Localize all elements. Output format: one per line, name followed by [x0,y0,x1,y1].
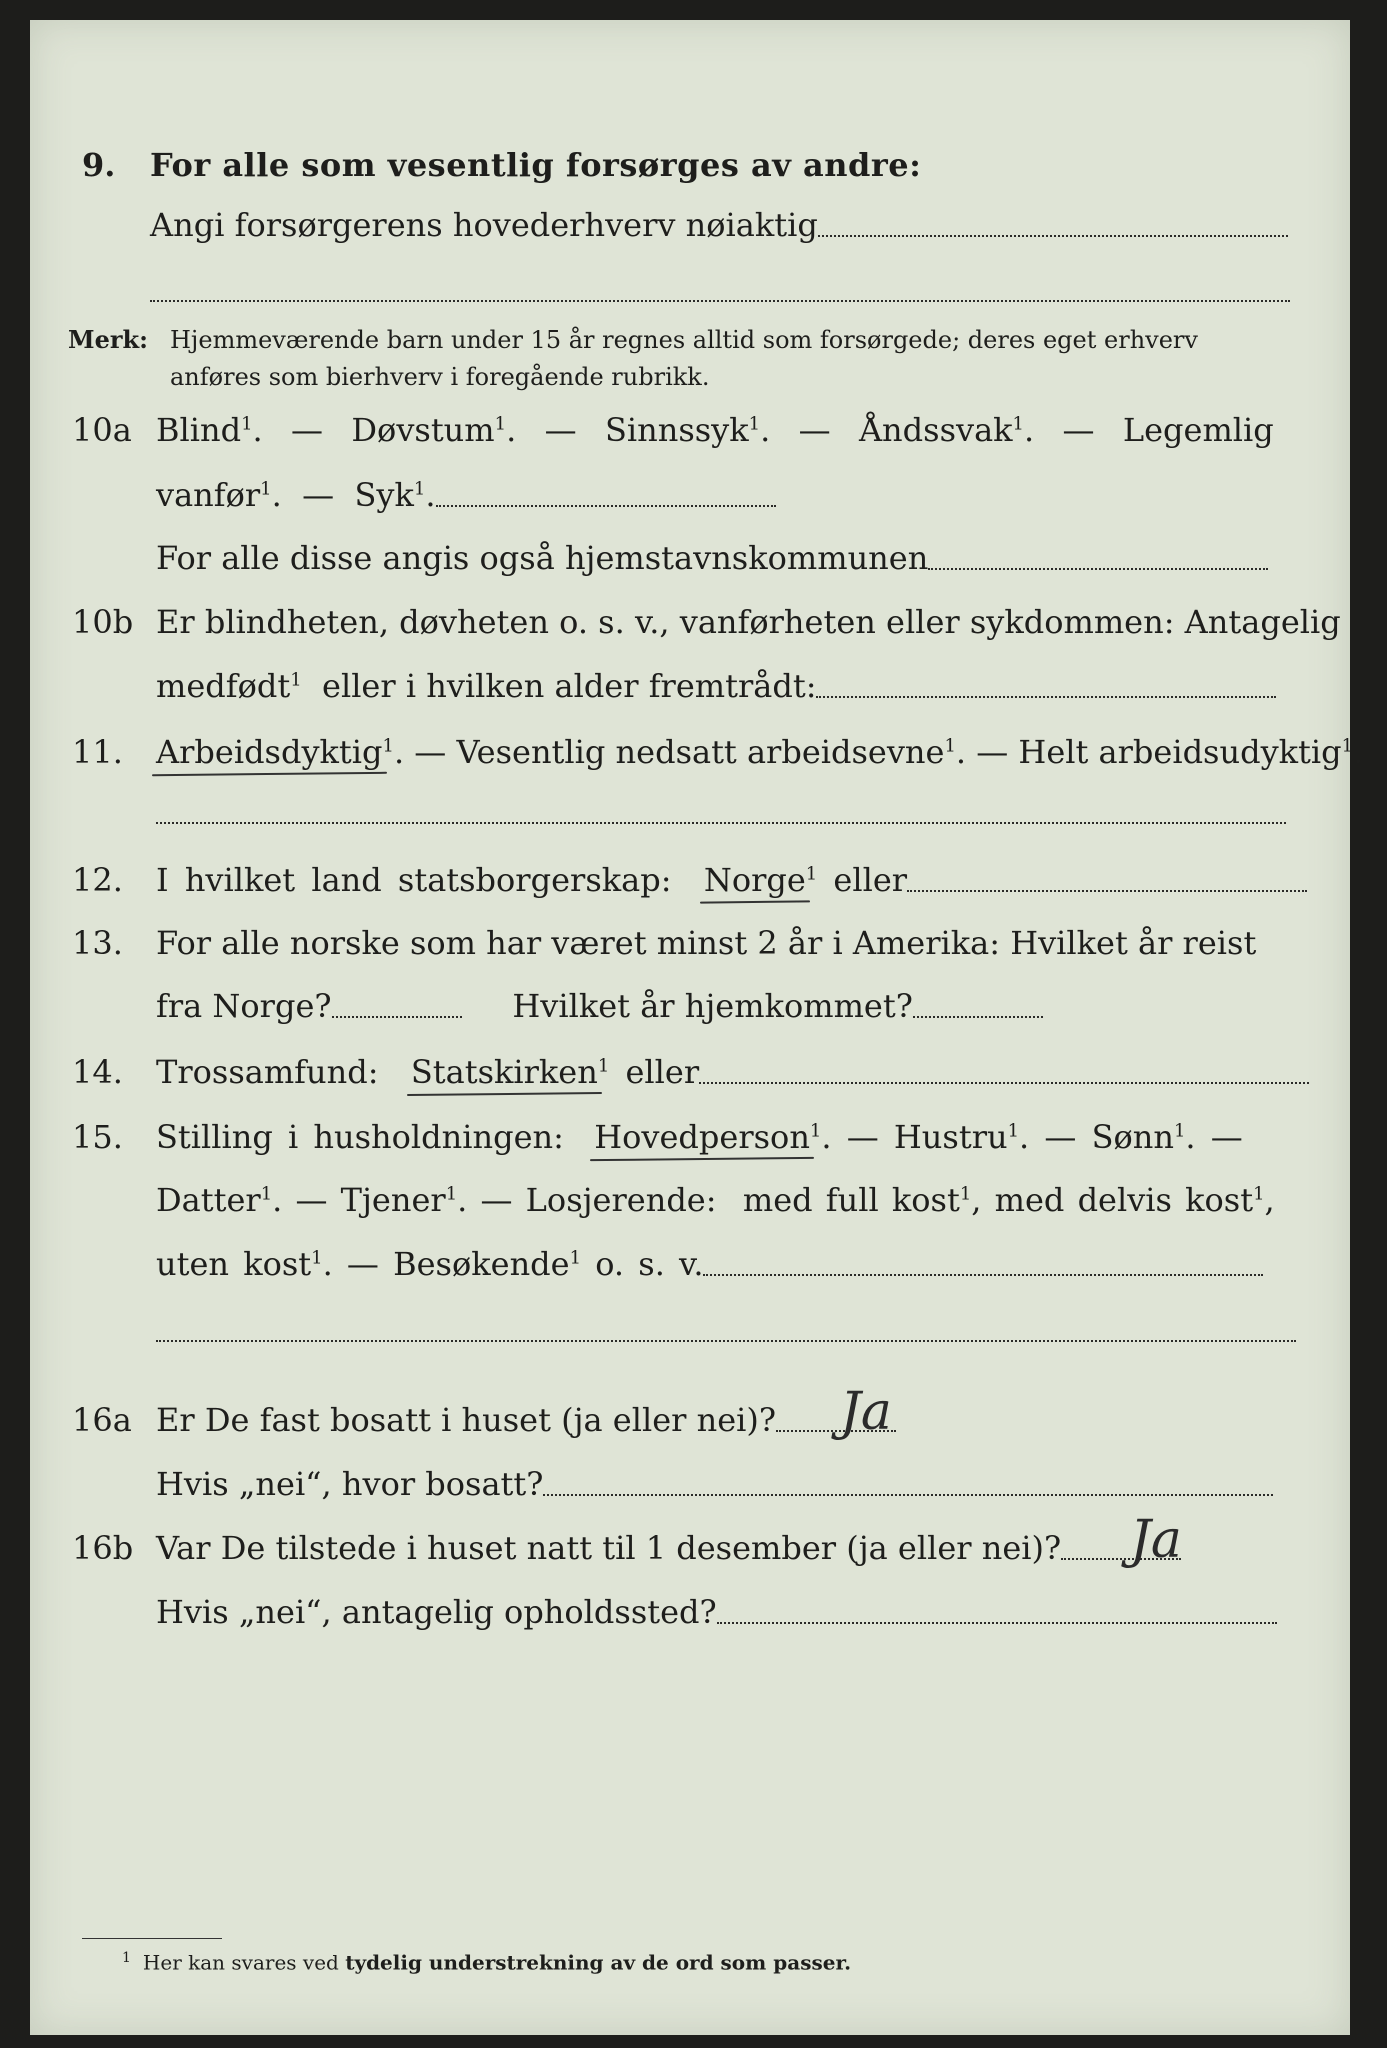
opt-vesentlig-nedsatt[interactable]: Vesentlig nedsatt arbeidsevne [456,733,945,771]
opt-hustru[interactable]: Hustru [893,1118,1008,1156]
q15-line-1: Stilling i husholdningen: Hovedperson$^1$. — Hustru$^1$. — Sønn$^1$. — [156,1118,1243,1156]
opt-delvis-kost[interactable]: med delvis kost [994,1181,1254,1219]
merk-label: Merk: [68,325,148,354]
q10b-rest: eller i hvilken alder fremtrådt: [322,667,817,705]
q14-number: 14. [72,1053,123,1091]
opt-tjener[interactable]: Tjener [340,1181,446,1219]
q9-answer-line-2[interactable] [150,300,1290,302]
opt-full-kost[interactable]: med full kost [742,1181,960,1219]
q9-question [150,205,1288,245]
q13-hjemkommet-field[interactable] [913,1016,1043,1018]
q16b-handwritten-answer: Ja [1130,1510,1182,1570]
q9-heading: For alle som vesentlig forsørges av andre: [150,146,922,184]
q16a-line-1 [156,1400,896,1440]
q16a-line-2 [156,1464,1273,1504]
opt-andssvak[interactable]: Åndssvak [858,411,1013,449]
q15-number: 15. [72,1118,123,1156]
q10a-line-1: Blind$^1$. — Døvstum$^1$. — Sinnssyk$^1$. — Åndssvak$^1$. — Legemlig [156,411,1274,449]
opt-uten-kost[interactable]: uten kost [156,1245,312,1283]
opt-legemlig[interactable]: Legemlig [1122,411,1274,449]
q10b-answer-field[interactable] [816,696,1276,698]
q10b-line-2: medfødt$^1$ eller i hvilken alder fremtrådt: [156,666,1276,706]
q14-line: Trossamfund: Statskirken$^1$ eller [156,1052,1309,1092]
q11-number: 11. [72,733,123,771]
q14-text: Trossamfund: [156,1053,379,1091]
q16b-line-1 [156,1528,1181,1568]
footnote-bold: tydelig understrekning av de ord som passer. [345,1950,852,1975]
merk-line-1: Hjemmeværende barn under 15 år regnes alltid som forsørgede; deres eget erhverv [170,326,1198,354]
q15-text: Stilling i husholdningen: [156,1118,564,1156]
q11-options: Arbeidsdyktig$^1$. — Vesentlig nedsatt arbeidsevne$^1$. — Helt arbeidsudyktig$^1$. [156,733,1364,771]
q10a-hjemstavn-text: For alle disse angis også hjemstavnskommunen [156,539,929,577]
opt-syk[interactable]: Syk [354,476,414,514]
q15-losjerende: Losjerende: [525,1181,717,1219]
q13-reist-field[interactable] [332,1016,462,1018]
q13-line-1: For alle norske som har været minst 2 år i Amerika: Hvilket år reist [156,924,1257,962]
footnote-mark: 1 [122,1950,131,1966]
q10b-line-1: Er blindheten, døvheten o. s. v., vanførheten eller sykdommen: Antagelig [156,603,1341,641]
opt-arbeidsdyktig[interactable]: Arbeidsdyktig [156,733,383,771]
q10a-line-3 [156,538,1268,578]
q16a-question: Er De fast bosatt i huset (ja eller nei)? [156,1401,777,1439]
q12-line: I hvilket land statsborgerskap: Norge$^1$ eller [156,860,1307,900]
q13-number: 13. [72,924,123,962]
opt-sonn[interactable]: Sønn [1091,1118,1174,1156]
q16b-line-2 [156,1592,1277,1632]
q15-line-2: Datter$^1$. — Tjener$^1$. — Losjerende: med full kost$^1$, med delvis kost$^1$, [156,1181,1275,1219]
q10b-number: 10b [72,603,134,641]
q16a-handwritten-answer: Ja [840,1382,892,1442]
footnote-rule [82,1938,222,1939]
q12-number: 12. [72,861,123,899]
q9-question-text: Angi forsørgerens hovederhverv nøiaktig [150,206,818,244]
q15-answer-line-2[interactable] [156,1340,1296,1342]
q9-number: 9. [82,146,116,184]
opt-hovedperson[interactable]: Hovedperson [594,1118,810,1156]
q14-answer-field[interactable] [699,1082,1309,1084]
q12-text: I hvilket land statsborgerskap: [156,861,672,899]
q10a-syk-field[interactable] [436,505,776,507]
q10a-hjemstavn-field[interactable] [928,568,1268,570]
footnote [122,1950,851,1975]
q13-fra-label: fra Norge? [156,987,332,1025]
census-form-page [30,20,1364,2035]
q16b-question: Var De tilstede i huset natt til 1 desember (ja eller nei)? [156,1529,1062,1567]
q16b-opholdssted-field[interactable] [717,1622,1277,1624]
opt-sinnssyk[interactable]: Sinnssyk [604,411,749,449]
opt-datter[interactable]: Datter [156,1181,261,1219]
opt-helt-udyktig[interactable]: Helt arbeidsudyktig [1018,733,1342,771]
q15-osv: o. s. v. [595,1245,704,1283]
q10a-line-2: vanfør$^1$. — Syk$^1$. [156,475,776,515]
q16b-followup: Hvis „nei“, antagelig opholdssted? [156,1593,717,1631]
footnote-plain: Her kan svares ved [142,1950,339,1975]
q10a-number: 10a [72,411,132,449]
opt-statskirken[interactable]: Statskirken [410,1053,598,1091]
q15-answer-field[interactable] [703,1274,1263,1276]
q16a-bosatt-field[interactable] [543,1494,1273,1496]
merk-line-2: anføres som bierhverv i foregående rubrikk. [170,363,710,391]
opt-dovstum[interactable]: Døvstum [351,411,495,449]
q16b-number: 16b [72,1529,134,1567]
q13-hjem-label: Hvilket år hjemkommet? [512,987,913,1025]
opt-besokende[interactable]: Besøkende [393,1245,570,1283]
q13-line-2 [156,986,1043,1026]
opt-norge[interactable]: Norge [703,861,806,899]
q15-line-3: uten kost$^1$. — Besøkende$^1$ o. s. v. [156,1244,1263,1284]
q11-answer-line[interactable] [156,822,1286,824]
opt-vanfor[interactable]: vanfør [156,476,261,514]
opt-blind[interactable]: Blind [156,411,242,449]
q16a-number: 16a [72,1401,132,1439]
q12-eller: eller [833,861,908,899]
q14-eller: eller [625,1053,700,1091]
q12-answer-field[interactable] [907,890,1307,892]
opt-medfodt[interactable]: medfødt [156,667,291,705]
q16a-followup: Hvis „nei“, hvor bosatt? [156,1465,544,1503]
q9-answer-field[interactable] [818,235,1288,237]
